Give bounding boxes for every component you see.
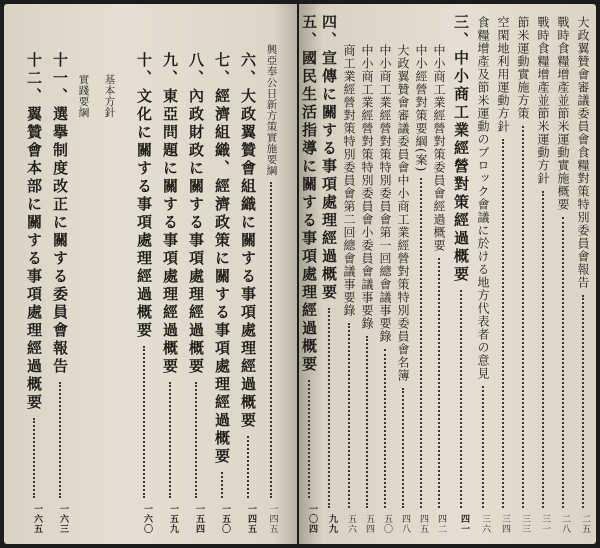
toc-subentry[interactable] — [557, 4, 569, 544]
page-number: 一〇四 — [307, 504, 317, 534]
entry-label: 實踐要綱 — [77, 74, 90, 118]
dot-leader — [542, 191, 544, 508]
dot-leader — [420, 178, 422, 508]
dot-leader — [562, 217, 564, 508]
toc-entry[interactable] — [321, 4, 336, 544]
entry-label: 六、大政翼贊會組織に關する事項處理經過概要 — [239, 52, 257, 430]
dot-leader — [522, 126, 524, 508]
toc-entry[interactable] — [136, 4, 151, 544]
page-number: 五四 — [364, 514, 374, 534]
entry-label: 五、國民生活指導に關する事項處理經過概要 — [300, 14, 318, 374]
toc-subentry[interactable] — [497, 4, 509, 544]
page-number: 一六〇 — [142, 504, 152, 534]
entry-label: 七、經濟組織、經濟政策に關する事項處理經過概要 — [213, 52, 231, 466]
header-text: 興亞奉公日新方策實施要綱 — [265, 44, 278, 176]
toc-subentry[interactable] — [415, 4, 427, 544]
dot-leader — [460, 290, 462, 508]
entry-label: 十、文化に關する事項處理經過概要 — [135, 52, 153, 340]
dot-leader — [438, 258, 440, 508]
dot-leader — [308, 380, 310, 498]
right-page — [299, 4, 596, 544]
entry-label: 基本方針 — [103, 74, 116, 118]
page-number: 一六五 — [32, 504, 42, 534]
book-spread — [4, 4, 596, 544]
page-number: 三六 — [480, 514, 490, 534]
page-number: 四五 — [418, 514, 428, 534]
toc-subentry[interactable] — [104, 74, 115, 118]
dot-leader — [143, 346, 145, 498]
toc-subentry[interactable] — [379, 4, 391, 544]
entry-label: 中小商工業經營對策委員會經過概要 — [432, 44, 446, 252]
toc-entry[interactable] — [26, 4, 41, 544]
toc-entry[interactable] — [188, 4, 203, 544]
toc-subentry[interactable] — [577, 4, 589, 544]
page-number: 五〇 — [382, 514, 392, 534]
left-page — [4, 4, 297, 544]
entry-label: 中小經營對策要綱(案) — [414, 44, 428, 173]
entry-label: 九、東亞問題に關する事項處理經過概要 — [161, 52, 179, 376]
page-number: 三一 — [540, 514, 550, 534]
toc-subentry[interactable] — [78, 74, 89, 118]
page-number: 二八 — [560, 514, 570, 534]
entry-label: 戰時食糧增產並節米運動方針 — [536, 16, 550, 185]
entry-label: 三、中小商工業經營對策經過概要 — [452, 14, 470, 284]
toc-subentry[interactable] — [477, 4, 489, 544]
entry-label: 大政翼贊會審議委員會食糧對策特別委員會報告 — [576, 16, 590, 289]
entry-label: 節米運動實施方策 — [516, 16, 530, 120]
toc-subentry[interactable] — [517, 4, 529, 544]
page-number: 四一 — [459, 514, 469, 534]
page-number: 三四 — [500, 514, 510, 534]
page-number: 一四五 — [246, 504, 256, 534]
dot-leader — [247, 436, 249, 498]
dot-leader — [348, 323, 350, 508]
dot-leader — [366, 336, 368, 508]
page-number: 四二 — [436, 514, 446, 534]
entry-label: 空閑地利用運動方針 — [496, 16, 510, 133]
toc-entry[interactable] — [240, 4, 255, 544]
toc-header — [266, 4, 277, 544]
page-number: 九九 — [327, 514, 337, 534]
entry-label: 食糧增產及節米運動のブロック會議に於ける地方代表者の意見 — [476, 16, 490, 380]
page-number: 一五九 — [168, 504, 178, 534]
page-number: 二五 — [580, 514, 590, 534]
entry-label: 十一、選擧制度改正に關する委員會報告 — [51, 52, 69, 376]
dot-leader — [384, 349, 386, 508]
toc-entry[interactable] — [453, 4, 468, 544]
dot-leader — [482, 386, 484, 508]
entry-label: 大政翼贊會審議委員會中小商工業經營對策特別委員會名簿 — [396, 44, 410, 382]
dot-leader — [582, 295, 584, 508]
page-number: 三三 — [520, 514, 530, 534]
toc-subentry[interactable] — [537, 4, 549, 544]
page-number: 四八 — [400, 514, 410, 534]
page-number: 五六 — [346, 514, 356, 534]
dot-leader — [502, 139, 504, 508]
entry-label: 商工業經營對策特別委員會第二回總會議事要錄 — [342, 44, 356, 317]
dot-leader — [169, 382, 171, 498]
page-number: 一四五 — [267, 504, 278, 534]
dot-leader — [59, 382, 61, 498]
toc-subentry[interactable] — [343, 4, 355, 544]
dot-leader — [33, 418, 35, 498]
toc-subentry[interactable] — [433, 4, 445, 544]
entry-label: 十二、翼贊會本部に關する事項處理經過概要 — [25, 52, 43, 412]
toc-entry[interactable] — [162, 4, 177, 544]
entry-label: 四、宣傳に關する事項處理經過概要 — [320, 14, 338, 302]
toc-subentry[interactable] — [397, 4, 409, 544]
entry-label: 八、內政財政に關する事項處理經過概要 — [187, 52, 205, 376]
dot-leader — [270, 182, 272, 498]
entry-label: 中小商工業經營對策特別委員會小委員會議事要錄 — [360, 44, 374, 330]
toc-entry[interactable] — [52, 4, 67, 544]
page-number: 一五四 — [194, 504, 204, 534]
toc-subentry[interactable] — [361, 4, 373, 544]
dot-leader — [221, 472, 223, 498]
dot-leader — [328, 308, 330, 508]
dot-leader — [195, 382, 197, 498]
dot-leader — [402, 388, 404, 508]
page-number: 一六三 — [58, 504, 68, 534]
entry-label: 戰時食糧增產並節米運動實施概要 — [556, 16, 570, 211]
page-number: 一五〇 — [220, 504, 230, 534]
toc-entry[interactable] — [214, 4, 229, 544]
entry-label: 中小商工業經營對策特別委員會第一回總會議事要錄 — [378, 44, 392, 343]
toc-entry[interactable] — [301, 4, 316, 544]
